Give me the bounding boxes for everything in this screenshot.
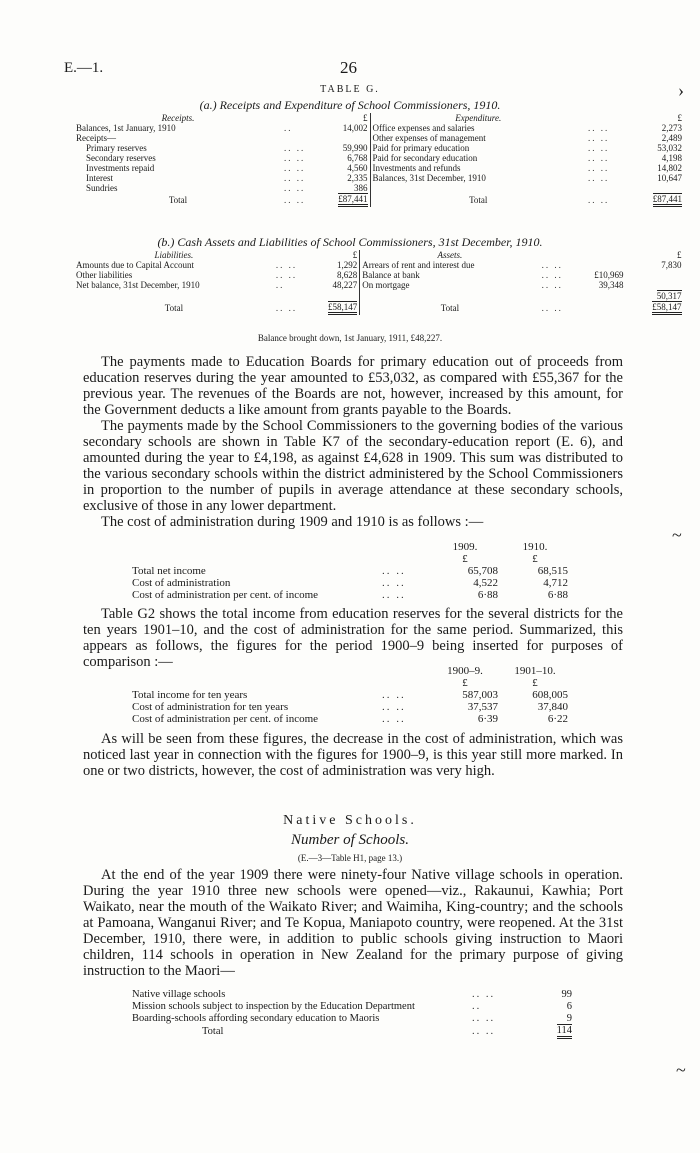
table-row: Secondary reserves .. .. 6,768 Paid for secondary education .. .. 4,198 — [86, 153, 682, 163]
total-value: £58,147 — [652, 301, 681, 315]
cost-table-1909-1910 — [130, 541, 570, 601]
cost-table-ten-years — [130, 665, 570, 725]
table-row: Interest .. .. 2,335 Balances, 31st December, 1910 .. .. 10,647 — [86, 173, 682, 183]
table-row: Sundries .. .. 386 — [74, 183, 684, 193]
receipts-head: Receipts. — [161, 113, 195, 123]
paragraph: At the end of the year 1909 there were ninety-four Native village schools in operation. During the year 1910 three new schools were opened—viz., Rakaunui, Kawhia; Port Waikato, near the mouth of the Waikato River; and Waimiha, King-country; and the schools at Pamoana, Wanganui River; and Te Kopua, Maniapoto country, were reopened. At the 31st December, 1910, there were, in addition to public schools giving instruction to Maori children, 114 schools in operation in New Zealand for the primary purpose of giving instruction to the Maori— — [83, 867, 623, 979]
paragraph: The cost of administration during 1909 and 1910 is as follows :— — [101, 514, 484, 530]
paragraph: Table G2 shows the total income from education reserves for the several districts for the ten years 1901–10, and the cost of administration for the same period. Summarized, this appears as follows, the figures for the period 1900–9 being inserted for purposes of comparison :— — [83, 606, 623, 670]
table-row: Cost of administration per cent. of income .. .. 6·39 6·22 — [132, 713, 568, 725]
total-value: 114 — [557, 1024, 572, 1039]
margin-mark: ~ — [672, 525, 682, 545]
table-row: Amounts due to Capital Account .. .. 1,292 Arrears of rent and interest due .. .. 7,830 — [76, 260, 682, 270]
page-number: 26 — [340, 58, 357, 77]
number-of-schools-subheading: Number of Schools. — [291, 832, 409, 848]
table-reference: (E.—3—Table H1, page 13.) — [297, 853, 403, 863]
pound-sign: £ — [677, 113, 682, 123]
table-row: Cost of administration .. .. 4,522 4,712 — [132, 577, 568, 589]
balance-footnote: Balance brought down, 1st January, 1911, £48,227. — [257, 333, 443, 343]
table-row: Cost of administration per cent. of income .. .. 6·88 6·88 — [132, 589, 568, 601]
table-row: Net balance, 31st December, 1910 .. 48,227 On mortgage .. .. 39,348 — [76, 280, 624, 290]
column-head: 1901–10. — [514, 665, 556, 677]
paragraph: The payments made to Education Boards for primary education out of proceeds from education reserves during the year amounted to £53,032, as compared with £55,367 for the previous year. The revenues of the Boards are not, however, increased by this amount, for the Government deducts a like amount from grants payable to the Boards. — [83, 354, 623, 418]
section-a-title: (a.) Receipts and Expenditure of School Commissioners, 1910. — [199, 98, 501, 112]
paragraph: The payments made by the School Commissioners to the governing bodies of the various secondary schools are shown in Table K7 of the secondary-education report (E. 6), and amounted during the year to £4,198, as against £4,628 in 1909. This sum was distributed to the various secondary schools within the district administered by the School Commissioners in proportion to the number of pupils in average attendance at these secondary schools, exclusive of those in any lower department. — [83, 418, 623, 514]
total-value: £58,147 — [328, 301, 357, 315]
table-row: Balances, 1st January, 1910 .. 14,002 Office expenses and salaries .. .. 2,273 — [76, 123, 682, 133]
expenditure-head: Expenditure. — [455, 113, 502, 123]
table-row: 50,317 — [74, 290, 684, 301]
pound-sign: £ — [677, 250, 682, 260]
margin-mark: › — [678, 80, 684, 100]
receipts-expenditure-table — [74, 113, 684, 207]
table-row: Total income for ten years .. .. 587,003 608,005 — [132, 689, 568, 701]
pound-sign: £ — [532, 677, 538, 689]
total-row: Total .. .. £58,147 Total .. .. £58,147 — [164, 302, 682, 313]
assets-liabilities-table — [74, 250, 684, 315]
liabilities-head: Liabilities. — [154, 250, 194, 260]
section-b-title: (b.) Cash Assets and Liabilities of School Commissioners, 31st December, 1910. — [157, 235, 543, 249]
pound-sign: £ — [318, 113, 370, 123]
native-schools-table — [130, 988, 574, 1039]
total-row: Total .. .. 114 — [202, 1025, 572, 1037]
column-head: 1900–9. — [447, 665, 483, 677]
table-row: Native village schools .. .. 99 — [132, 988, 572, 1000]
table-row: Primary reserves .. .. 59,990 Paid for primary education .. .. 53,032 — [86, 143, 682, 153]
column-head: 1909. — [452, 541, 478, 553]
table-row: Mission schools subject to inspection by the Education Department .. 6 — [132, 1000, 572, 1012]
table-title: TABLE G. — [320, 84, 380, 95]
paragraph: As will be seen from these figures, the decrease in the cost of administration, which was noticed last year in connection with the figures for 1900–9, is this year still more marked. In one or two districts, however, the cost of administration was very high. — [83, 731, 623, 779]
document-code: E.—1. — [64, 60, 104, 76]
margin-mark: ~ — [676, 1060, 686, 1080]
table-row: Total net income .. .. 65,708 68,515 — [132, 565, 568, 577]
column-head: 1910. — [522, 541, 548, 553]
total-value: £87,441 — [338, 193, 367, 207]
pound-sign: £ — [462, 677, 468, 689]
table-row: Cost of administration for ten years .. .. 37,537 37,840 — [132, 701, 568, 713]
table-row: Other liabilities .. .. 8,628 Balance at bank .. .. £10,969 — [76, 270, 624, 280]
native-schools-heading: Native Schools. — [283, 813, 417, 828]
pound-sign: £ — [310, 250, 360, 260]
total-row: Total .. .. £87,441 Total .. .. £87,441 — [168, 194, 682, 205]
table-row: Receipts— Other expenses of management .. .. 2,489 — [76, 133, 682, 143]
pound-sign: £ — [462, 553, 468, 565]
table-row: Boarding-schools affording secondary education to Maoris .. .. 9 — [132, 1012, 572, 1024]
total-value: £87,441 — [653, 193, 682, 207]
assets-head: Assets. — [437, 250, 463, 260]
table-row: Investments repaid .. .. 4,560 Investments and refunds .. .. 14,802 — [86, 163, 682, 173]
pound-sign: £ — [532, 553, 538, 565]
